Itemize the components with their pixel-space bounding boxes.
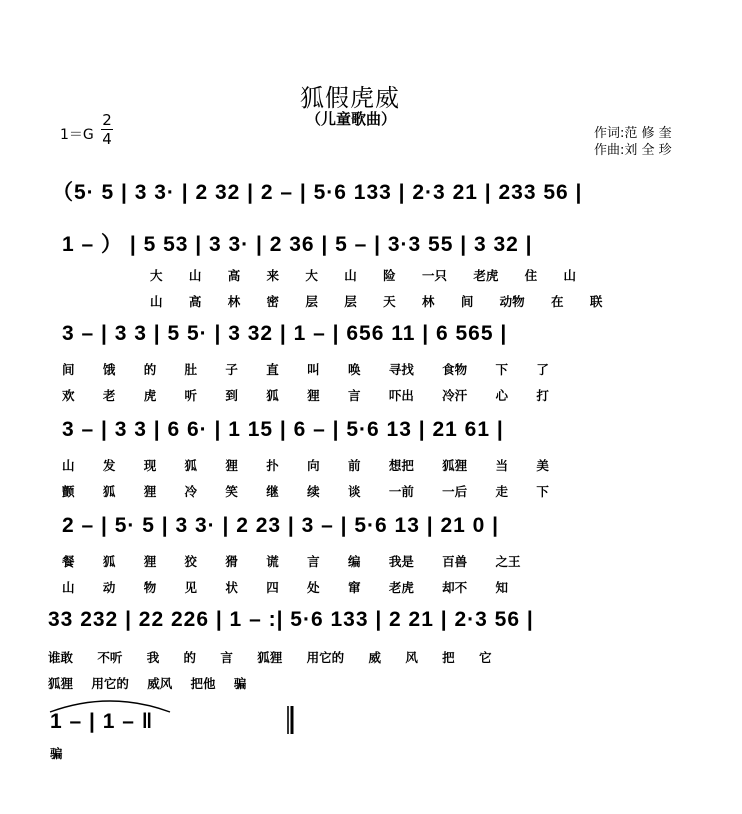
lyricist: 作词:范 修 奎 [594,126,672,141]
song-subtitle: （儿童歌曲） [306,110,397,128]
lyric-verse-2: 颤 狐 狸 冷 笑 继 续 谈 一前 一后 走 下 [62,484,549,499]
lyric-verse-2: 山 动 物 见 状 四 处 窜 老虎 却不 知 [62,580,509,595]
lyric-verse-1: 山 发 现 狐 狸 扑 向 前 想把 狐狸 当 美 [62,458,549,473]
notation-line: （5· 5 | 3 3· | 2 32 | 2 – | 5·6 133 | 2·3 21 | 233 56 | [52,181,583,204]
notation-line: 33 232 | 22 226 | 1 – :| 5·6 133 | 2 21 | 2·3 56 | [48,608,534,631]
time-signature-bottom: 4 [102,130,112,148]
lyric-verse-2: 狐狸 用它的 威风 把他 骗 [48,676,247,691]
notation-line: 3 – | 3 3 | 6 6· | 1 15 | 6 – | 5·6 13 | 21 61 | [62,418,504,441]
notation-line: 1 – | 1 – ‖ [50,710,154,733]
time-signature-top: 2 [102,111,112,129]
notation-line: 2 – | 5· 5 | 3 3· | 2 23 | 3 – | 5·6 13 | 21 0 | [62,514,500,537]
notation-line: 1 – ） | 5 53 | 3 3· | 2 36 | 5 – | 3·3 55 | 3 32 | [62,233,533,256]
lyric-verse-2: 山 高 林 密 层 层 天 林 间 动物 在 联 [150,294,603,309]
composer: 作曲:刘 全 珍 [594,143,672,158]
lyric-verse-1: 谁敢 不听 我 的 言 狐狸 用它的 威 风 把 它 [48,650,492,665]
lyric-verse-1: 餐 狐 狸 狡 猾 谎 言 编 我是 百兽 之王 [62,554,521,569]
lyric-verse-2: 欢 老 虎 听 到 狐 狸 言 吓出 冷汗 心 打 [62,388,549,403]
song-title: 狐假虎威 [300,84,400,112]
notation-line: 3 – | 3 3 | 5 5· | 3 32 | 1 – | 656 11 | 6 565 | [62,322,508,345]
lyric-verse-1: 间 饿 的 肚 子 直 叫 唤 寻找 食物 下 了 [62,362,549,377]
slur-arc [50,701,170,712]
lyric-verse-1: 骗 [50,746,63,761]
lyric-verse-1: 大 山 高 来 大 山 险 一只 老虎 住 山 [150,268,577,283]
key-signature: 1＝G [60,127,94,143]
